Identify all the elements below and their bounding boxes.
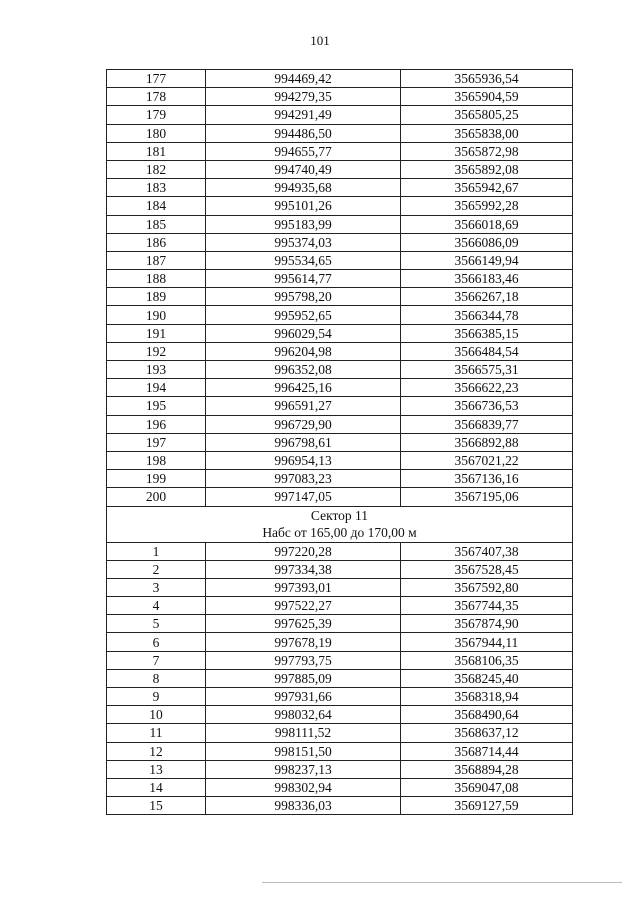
point-number-cell: 196 — [107, 415, 206, 433]
table-row — [107, 215, 573, 233]
x-coordinate-cell: 997931,66 — [206, 688, 401, 706]
y-coordinate-cell: 3567407,38 — [401, 542, 573, 560]
table-row — [107, 597, 573, 615]
point-number-cell: 186 — [107, 233, 206, 251]
sector-title: Сектор 11 — [310, 508, 369, 523]
point-number-cell: 7 — [107, 651, 206, 669]
y-coordinate-cell: 3566018,69 — [401, 215, 573, 233]
x-coordinate-cell: 997334,38 — [206, 560, 401, 578]
point-number-cell: 2 — [107, 560, 206, 578]
y-coordinate-cell: 3565838,00 — [401, 124, 573, 142]
table-row — [107, 270, 573, 288]
table-row — [107, 633, 573, 651]
x-coordinate-cell: 998336,03 — [206, 797, 401, 815]
y-coordinate-cell: 3566086,09 — [401, 233, 573, 251]
y-coordinate-cell: 3565904,59 — [401, 88, 573, 106]
x-coordinate-cell: 996352,08 — [206, 361, 401, 379]
y-coordinate-cell: 3569047,08 — [401, 778, 573, 796]
x-coordinate-cell: 994655,77 — [206, 142, 401, 160]
y-coordinate-cell: 3566575,31 — [401, 361, 573, 379]
table-row — [107, 706, 573, 724]
table-row — [107, 306, 573, 324]
point-number-cell: 197 — [107, 433, 206, 451]
point-number-cell: 198 — [107, 451, 206, 469]
y-coordinate-cell: 3567021,22 — [401, 451, 573, 469]
table-row — [107, 688, 573, 706]
point-number-cell: 6 — [107, 633, 206, 651]
point-number-cell: 177 — [107, 70, 206, 88]
point-number-cell: 195 — [107, 397, 206, 415]
x-coordinate-cell: 994486,50 — [206, 124, 401, 142]
x-coordinate-cell: 994740,49 — [206, 160, 401, 178]
x-coordinate-cell: 996591,27 — [206, 397, 401, 415]
table-row — [107, 760, 573, 778]
table-row — [107, 70, 573, 88]
y-coordinate-cell: 3568106,35 — [401, 651, 573, 669]
x-coordinate-cell: 998237,13 — [206, 760, 401, 778]
table-row — [107, 433, 573, 451]
y-coordinate-cell: 3566484,54 — [401, 342, 573, 360]
y-coordinate-cell: 3567944,11 — [401, 633, 573, 651]
point-number-cell: 8 — [107, 669, 206, 687]
y-coordinate-cell: 3566385,15 — [401, 324, 573, 342]
y-coordinate-cell: 3565892,08 — [401, 160, 573, 178]
x-coordinate-cell: 995614,77 — [206, 270, 401, 288]
table-row — [107, 88, 573, 106]
x-coordinate-cell: 997083,23 — [206, 470, 401, 488]
x-coordinate-cell: 995374,03 — [206, 233, 401, 251]
y-coordinate-cell: 3565872,98 — [401, 142, 573, 160]
point-number-cell: 190 — [107, 306, 206, 324]
y-coordinate-cell: 3566149,94 — [401, 251, 573, 269]
table-row — [107, 233, 573, 251]
x-coordinate-cell: 997793,75 — [206, 651, 401, 669]
x-coordinate-cell: 997147,05 — [206, 488, 401, 506]
point-number-cell: 10 — [107, 706, 206, 724]
y-coordinate-cell: 3565936,54 — [401, 70, 573, 88]
y-coordinate-cell: 3565805,25 — [401, 106, 573, 124]
y-coordinate-cell: 3566267,18 — [401, 288, 573, 306]
table-row — [107, 651, 573, 669]
y-coordinate-cell: 3566183,46 — [401, 270, 573, 288]
table-row — [107, 778, 573, 796]
y-coordinate-cell: 3565992,28 — [401, 197, 573, 215]
sector-subtitle: Набс от 165,00 до 170,00 м — [262, 525, 417, 540]
y-coordinate-cell: 3566344,78 — [401, 306, 573, 324]
table-row — [107, 451, 573, 469]
point-number-cell: 181 — [107, 142, 206, 160]
y-coordinate-cell: 3568490,64 — [401, 706, 573, 724]
table-row — [107, 179, 573, 197]
point-number-cell: 194 — [107, 379, 206, 397]
table-row — [107, 288, 573, 306]
point-number-cell: 15 — [107, 797, 206, 815]
table-row — [107, 251, 573, 269]
point-number-cell: 179 — [107, 106, 206, 124]
x-coordinate-cell: 998302,94 — [206, 778, 401, 796]
point-number-cell: 3 — [107, 578, 206, 596]
table-row — [107, 379, 573, 397]
y-coordinate-cell: 3565942,67 — [401, 179, 573, 197]
table-row — [107, 669, 573, 687]
y-coordinate-cell: 3568318,94 — [401, 688, 573, 706]
table-section-a — [107, 70, 573, 507]
point-number-cell: 12 — [107, 742, 206, 760]
table-section-sector — [107, 506, 573, 542]
coordinates-table — [106, 69, 573, 815]
point-number-cell: 5 — [107, 615, 206, 633]
table-row — [107, 470, 573, 488]
x-coordinate-cell: 997625,39 — [206, 615, 401, 633]
point-number-cell: 14 — [107, 778, 206, 796]
table-row — [107, 615, 573, 633]
table-row — [107, 397, 573, 415]
point-number-cell: 183 — [107, 179, 206, 197]
table-row — [107, 724, 573, 742]
x-coordinate-cell: 995798,20 — [206, 288, 401, 306]
x-coordinate-cell: 997220,28 — [206, 542, 401, 560]
y-coordinate-cell: 3568894,28 — [401, 760, 573, 778]
x-coordinate-cell: 996425,16 — [206, 379, 401, 397]
table-row — [107, 742, 573, 760]
x-coordinate-cell: 994935,68 — [206, 179, 401, 197]
x-coordinate-cell: 996204,98 — [206, 342, 401, 360]
x-coordinate-cell: 997885,09 — [206, 669, 401, 687]
x-coordinate-cell: 998151,50 — [206, 742, 401, 760]
point-number-cell: 180 — [107, 124, 206, 142]
point-number-cell: 1 — [107, 542, 206, 560]
table-row — [107, 542, 573, 560]
table-row — [107, 797, 573, 815]
table-row — [107, 560, 573, 578]
x-coordinate-cell: 995952,65 — [206, 306, 401, 324]
sector-header-cell — [107, 506, 573, 542]
table-row — [107, 106, 573, 124]
y-coordinate-cell: 3567195,06 — [401, 488, 573, 506]
x-coordinate-cell: 997522,27 — [206, 597, 401, 615]
point-number-cell: 13 — [107, 760, 206, 778]
y-coordinate-cell: 3567874,90 — [401, 615, 573, 633]
y-coordinate-cell: 3566839,77 — [401, 415, 573, 433]
x-coordinate-cell: 994291,49 — [206, 106, 401, 124]
y-coordinate-cell: 3569127,59 — [401, 797, 573, 815]
table-row — [107, 488, 573, 506]
table-row — [107, 578, 573, 596]
point-number-cell: 9 — [107, 688, 206, 706]
point-number-cell: 185 — [107, 215, 206, 233]
x-coordinate-cell: 995534,65 — [206, 251, 401, 269]
point-number-cell: 182 — [107, 160, 206, 178]
y-coordinate-cell: 3568637,12 — [401, 724, 573, 742]
y-coordinate-cell: 3567528,45 — [401, 560, 573, 578]
point-number-cell: 192 — [107, 342, 206, 360]
point-number-cell: 187 — [107, 251, 206, 269]
table-row — [107, 160, 573, 178]
table-row — [107, 415, 573, 433]
sector-header-row — [107, 506, 573, 542]
x-coordinate-cell: 998111,52 — [206, 724, 401, 742]
point-number-cell: 184 — [107, 197, 206, 215]
table-row — [107, 361, 573, 379]
x-coordinate-cell: 997393,01 — [206, 578, 401, 596]
point-number-cell: 191 — [107, 324, 206, 342]
x-coordinate-cell: 995183,99 — [206, 215, 401, 233]
point-number-cell: 4 — [107, 597, 206, 615]
y-coordinate-cell: 3568245,40 — [401, 669, 573, 687]
point-number-cell: 178 — [107, 88, 206, 106]
x-coordinate-cell: 996029,54 — [206, 324, 401, 342]
x-coordinate-cell: 995101,26 — [206, 197, 401, 215]
x-coordinate-cell: 994469,42 — [206, 70, 401, 88]
table-row — [107, 124, 573, 142]
x-coordinate-cell: 996798,61 — [206, 433, 401, 451]
y-coordinate-cell: 3566622,23 — [401, 379, 573, 397]
table-row — [107, 142, 573, 160]
page-number: 101 — [310, 33, 330, 48]
y-coordinate-cell: 3566892,88 — [401, 433, 573, 451]
y-coordinate-cell: 3567744,35 — [401, 597, 573, 615]
bottom-divider — [262, 882, 622, 883]
point-number-cell: 193 — [107, 361, 206, 379]
y-coordinate-cell: 3567592,80 — [401, 578, 573, 596]
table-section-b — [107, 542, 573, 815]
point-number-cell: 11 — [107, 724, 206, 742]
table-row — [107, 324, 573, 342]
point-number-cell: 199 — [107, 470, 206, 488]
x-coordinate-cell: 998032,64 — [206, 706, 401, 724]
y-coordinate-cell: 3567136,16 — [401, 470, 573, 488]
point-number-cell: 189 — [107, 288, 206, 306]
x-coordinate-cell: 994279,35 — [206, 88, 401, 106]
y-coordinate-cell: 3568714,44 — [401, 742, 573, 760]
x-coordinate-cell: 997678,19 — [206, 633, 401, 651]
table-row — [107, 197, 573, 215]
y-coordinate-cell: 3566736,53 — [401, 397, 573, 415]
point-number-cell: 188 — [107, 270, 206, 288]
point-number-cell: 200 — [107, 488, 206, 506]
x-coordinate-cell: 996954,13 — [206, 451, 401, 469]
table-row — [107, 342, 573, 360]
x-coordinate-cell: 996729,90 — [206, 415, 401, 433]
